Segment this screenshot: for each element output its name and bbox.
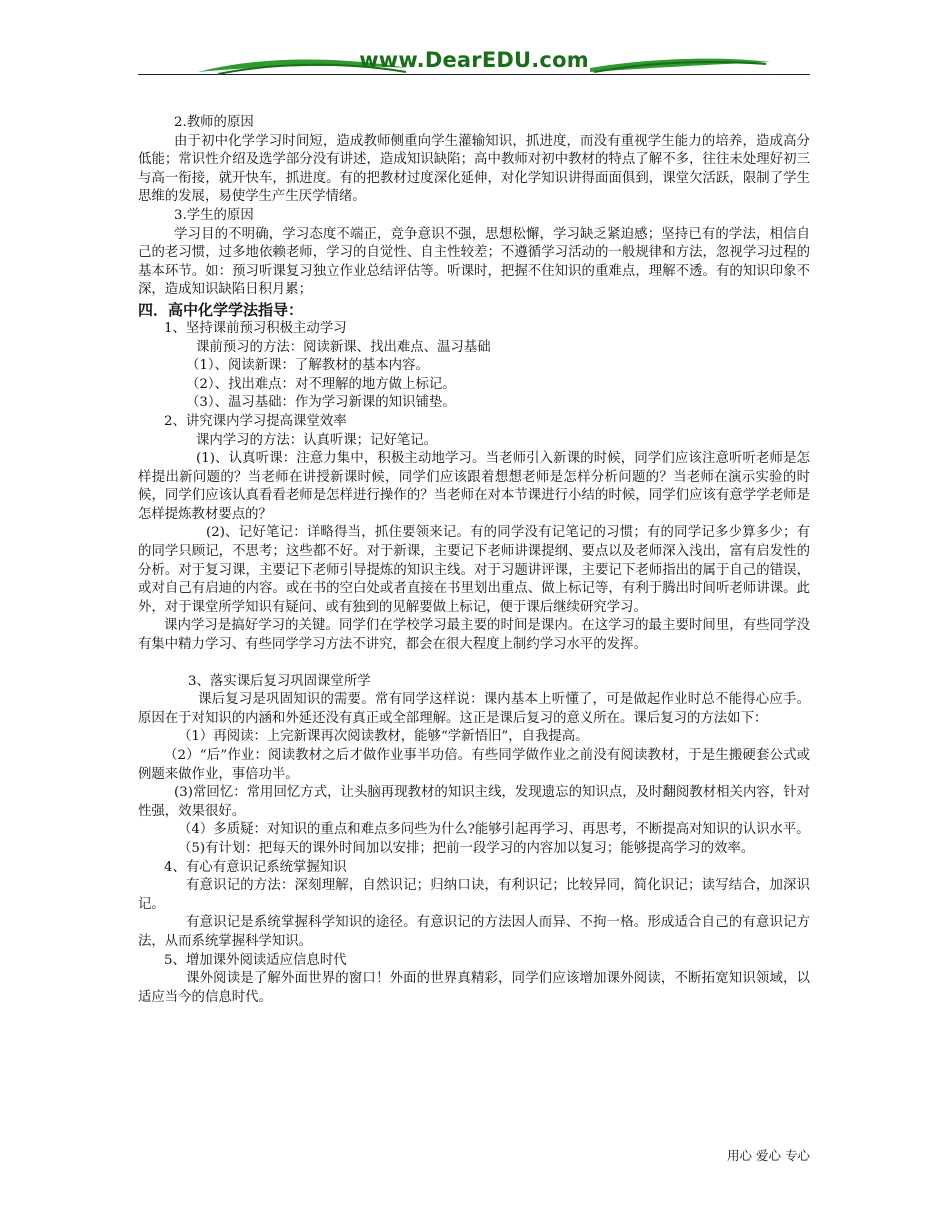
sub-heading-3: 3、落实课后复习巩固课堂所学: [188, 673, 371, 689]
reading-para: 课外阅读是了解外面世界的窗口！外面的世界真精彩，同学们应该增加课外阅读，不断拓宽知识领域，以适应当今的信息时代。: [138, 971, 810, 1005]
sub-heading-1: 1、坚持课前预习积极主动学习: [164, 320, 347, 336]
review-intro: 课后复习是巩固知识的需要。常有同学这样说：课内基本上听懂了，可是做起作业时总不能得心应手。原因在于对知识的内涵和外延还没有真正或全部理解。这正是课后复习的意义所在。课后复习的方法如下：: [138, 692, 810, 726]
preview-step-1: （1）、阅读新课：了解教材的基本内容。: [186, 358, 429, 374]
review-step-1: （1）再阅读：上完新课再次阅读教材，能够“学新悟旧”，自我提高。: [178, 729, 589, 745]
heading-teacher-reason: 2.教师的原因: [174, 115, 254, 130]
sub-heading-4: 4、有心有意识记系统掌握知识: [164, 859, 347, 875]
memory-summary: 有意识记是系统掌握科学知识的途径。有意识记的方法因人而异、不拘一格。形成适合自己的有意识记方法，从而系统掌握科学知识。: [138, 915, 810, 949]
memory-method: 有意识记的方法：深刻理解，自然识记；归纳口诀，有利识记；比较异同，简化识记；读写结合，加深识记。: [138, 878, 810, 912]
para-teacher-reason: 由于初中化学学习时间短，造成教师侧重向学生灌输知识，抓进度，而没有重视学生能力的培养，造成高分低能；常识性介绍及选学部分没有讲述，造成知识缺陷；高中教师对初中教材的特点了解不多，往往未处理好初三与高一衔接，就开快车，抓进度。有的把教材过度深化延伸，对化学知识讲得面面俱到，课堂欠活跃，限制了学生思维的发展，易使学生产生厌学情绪。: [138, 133, 810, 205]
section-heading-4: 四．高中化学学法指导：: [138, 300, 304, 319]
review-step-5: （5)有计划：把每天的课外时间加以安排；把前一段学习的内容加以复习；能够提高学习的效率。: [178, 840, 755, 856]
site-logo[interactable]: www.DearEDU.com: [359, 48, 589, 72]
preview-step-2: （2）、找出难点：对不理解的地方做上标记。: [186, 376, 456, 392]
review-step-3: (3)常回忆：常用回忆方式，让头脑再现教材的知识主线，发现遗忘的知识点，及时翻阅教材相关内容，针对性强，效果很好。: [138, 785, 810, 819]
class-listen: (1)、认真听课：注意力集中，积极主动地学习。当老师引入新课的时候，同学们应该注意听听老师是怎样提出新问题的？当老师在讲授新课时候，同学们应该跟着想想老师是怎样分析问题的？当老师在演示实验的时候，同学们应该认真看看老师是怎样进行操作的？当老师在对本节课进行小结的时候，同学们应该有意学学老师是怎样提炼教材要点的？: [138, 451, 810, 522]
para-student-reason: 学习目的不明确，学习态度不端正，竞争意识不强，思想松懈，学习缺乏紧迫感；坚持已有的学法，相信自己的老习惯，过多地依赖老师，学习的自觉性、自主性较差；不遵循学习活动的一般规律和方法，忽视学习过程的基本环节。如：预习听课复习独立作业总结评估等。听课时，把握不住知识的重难点，理解不透。有的知识印象不深，造成知识缺陷日积月累；: [138, 226, 810, 298]
review-step-2: （2）“后”作业：阅读教材之后才做作业事半功倍。有些同学做作业之前没有阅读教材，于是生搬硬套公式或例题来做作业，事倍功半。: [138, 748, 810, 782]
page-header: [138, 46, 810, 80]
footer-text: 用心 爱心 专心: [727, 1148, 810, 1163]
preview-method: 课前预习的方法：阅读新课、找出难点、温习基础: [196, 339, 491, 355]
class-summary: 课内学习是搞好学习的关键。同学们在学校学习最主要的时间是课内。在这学习的最主要时间里，有些同学没有集中精力学习、有些同学学习方法不讲究，都会在很大程度上制约学习水平的发挥。: [138, 618, 810, 653]
review-step-4: （4）多质疑：对知识的重点和难点多问些为什么?能够引起再学习、再思考，不断提高对知识的认识水平。: [178, 822, 810, 838]
sub-heading-2: 2、讲究课内学习提高课堂效率: [164, 413, 347, 429]
heading-student-reason: 3.学生的原因: [174, 207, 254, 223]
class-notes: (2)、记好笔记：详略得当，抓住要领来记。有的同学没有记笔记的习惯；有的同学记多少算多少；有的同学只顾记，不思考；这些都不好。对于新课，主要记下老师讲课提纲、要点以及老师深入浅出，富有启发性的分析。对于复习课，主要记下老师引导提炼的知识主线。对于习题讲评课，主要记下老师指出的属于自己的错误，或对自己有启迪的内容。或在书的空白处或者直接在书里划出重点、做上标记等，有利于腾出时间听老师讲课。此外，对于课堂所学知识有疑问、或有独到的见解要做上标记，便于课后继续研究学习。: [138, 525, 810, 615]
document-body: [138, 114, 810, 1007]
class-method: 课内学习的方法：认真听课；记好笔记。: [196, 432, 438, 448]
preview-step-3: （3）、温习基础：作为学习新课的知识铺垫。: [186, 395, 456, 411]
sub-heading-5: 5、增加课外阅读适应信息时代: [164, 952, 347, 968]
